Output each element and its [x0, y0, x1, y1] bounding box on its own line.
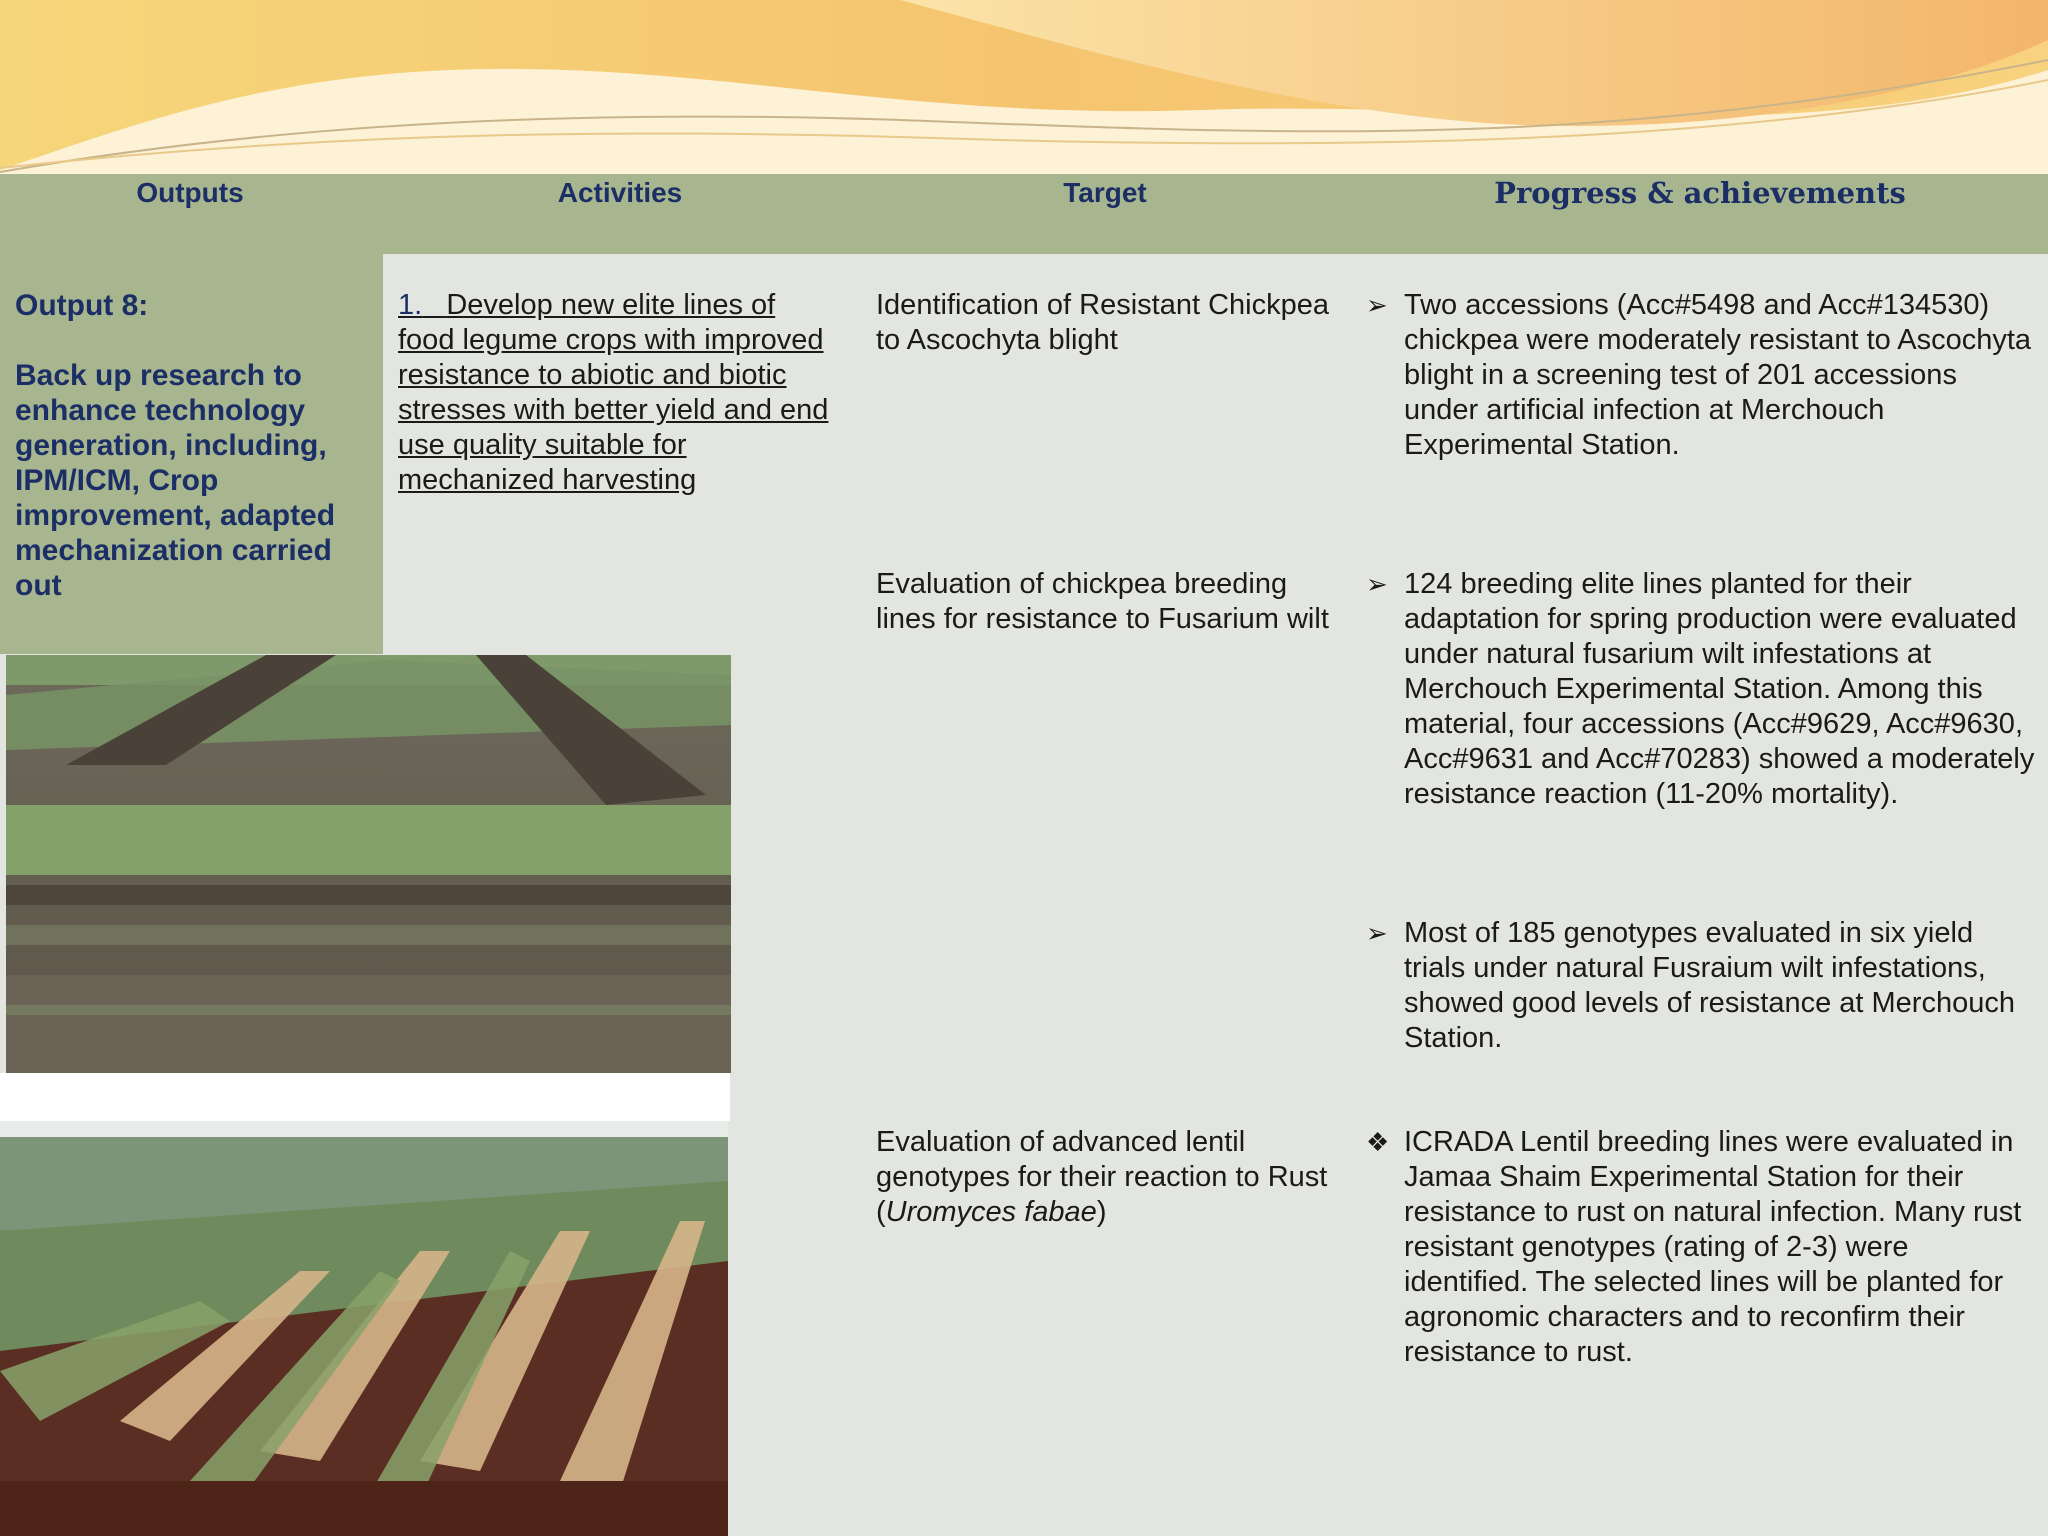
column-header-outputs: Outputs	[136, 177, 244, 208]
target-lentil-rust-suffix: )	[1096, 1196, 1107, 1228]
column-header-progress: Progress & achievements	[1494, 176, 1906, 210]
achievement-text: Most of 185 genotypes evaluated in six yield trials under natural Fusraium wilt infestations, showed good levels of resistance at Merchouch Station.	[1404, 917, 2015, 1054]
column-header-activities: Activities	[557, 177, 683, 208]
target-fusarium: Evaluation of chickpea breeding lines for resistance to Fusarium wilt	[876, 568, 1329, 635]
wave-graphic	[0, 0, 2048, 174]
achievement-item	[1366, 567, 2036, 812]
target-lentil-rust-species: Uromyces fabae	[885, 1196, 1097, 1228]
column-header-target: Target	[1063, 177, 1147, 208]
arrow-bullet-icon: ➢	[1366, 918, 1388, 948]
photo-separator	[0, 1073, 730, 1121]
output-description: Back up research to enhance technology generation, including, IPM/ICM, Crop improvement, adapted mechanization carried out	[15, 359, 336, 602]
achievement-text: Two accessions (Acc#5498 and Acc#134530) chickpea were moderately resistant to Ascochyta blight in a screening test of 201 accessions under artificial infection at Merchouch Experimental Station.	[1404, 289, 2032, 461]
arrow-bullet-icon: ➢	[1366, 290, 1388, 320]
target-ascochyta: Identification of Resistant Chickpea to Ascochyta blight	[876, 289, 1329, 356]
decorative-banner	[0, 0, 2048, 174]
target-lentil-rust	[876, 1125, 1346, 1230]
target-lentil-rust-prefix: Evaluation of advanced lentil genotypes for their reaction to Rust (	[876, 1126, 1328, 1228]
activity-number: 1.	[398, 289, 423, 321]
achievement-text: 124 breeding elite lines planted for their adaptation for spring production were evaluated under natural fusarium wilt infestations at Merchouch Experimental Station. Among this material, four accessions (Acc#9629, Acc#9630, Acc#9631 and Acc#70283) showed a moderately resistance reaction (11-20% mortality).	[1404, 568, 2035, 810]
field-photo-chickpea	[6, 655, 731, 1073]
achievement-item	[1366, 288, 2036, 463]
achievement-item	[1366, 916, 2036, 1056]
achievement-text: ICRADA Lentil breeding lines were evaluated in Jamaa Shaim Experimental Station for their resistance to rust on natural infection. Many rust resistant genotypes (rating of 2-3) were identified. The selected lines will be planted for agronomic characters and to reconfirm their resistance to rust.	[1404, 1126, 2022, 1368]
diamond-bullet-icon: ❖	[1366, 1127, 1390, 1157]
activity-item	[398, 288, 838, 498]
activity-text: Develop new elite lines of food legume crops with improved resistance to abiotic and biotic stresses with better yield and end use quality suitable for mechanized harvesting	[398, 289, 829, 496]
field-photo-lentil	[0, 1121, 728, 1536]
achievement-item	[1366, 1125, 2036, 1370]
arrow-bullet-icon: ➢	[1366, 569, 1388, 599]
output-title: Output 8:	[15, 289, 149, 322]
